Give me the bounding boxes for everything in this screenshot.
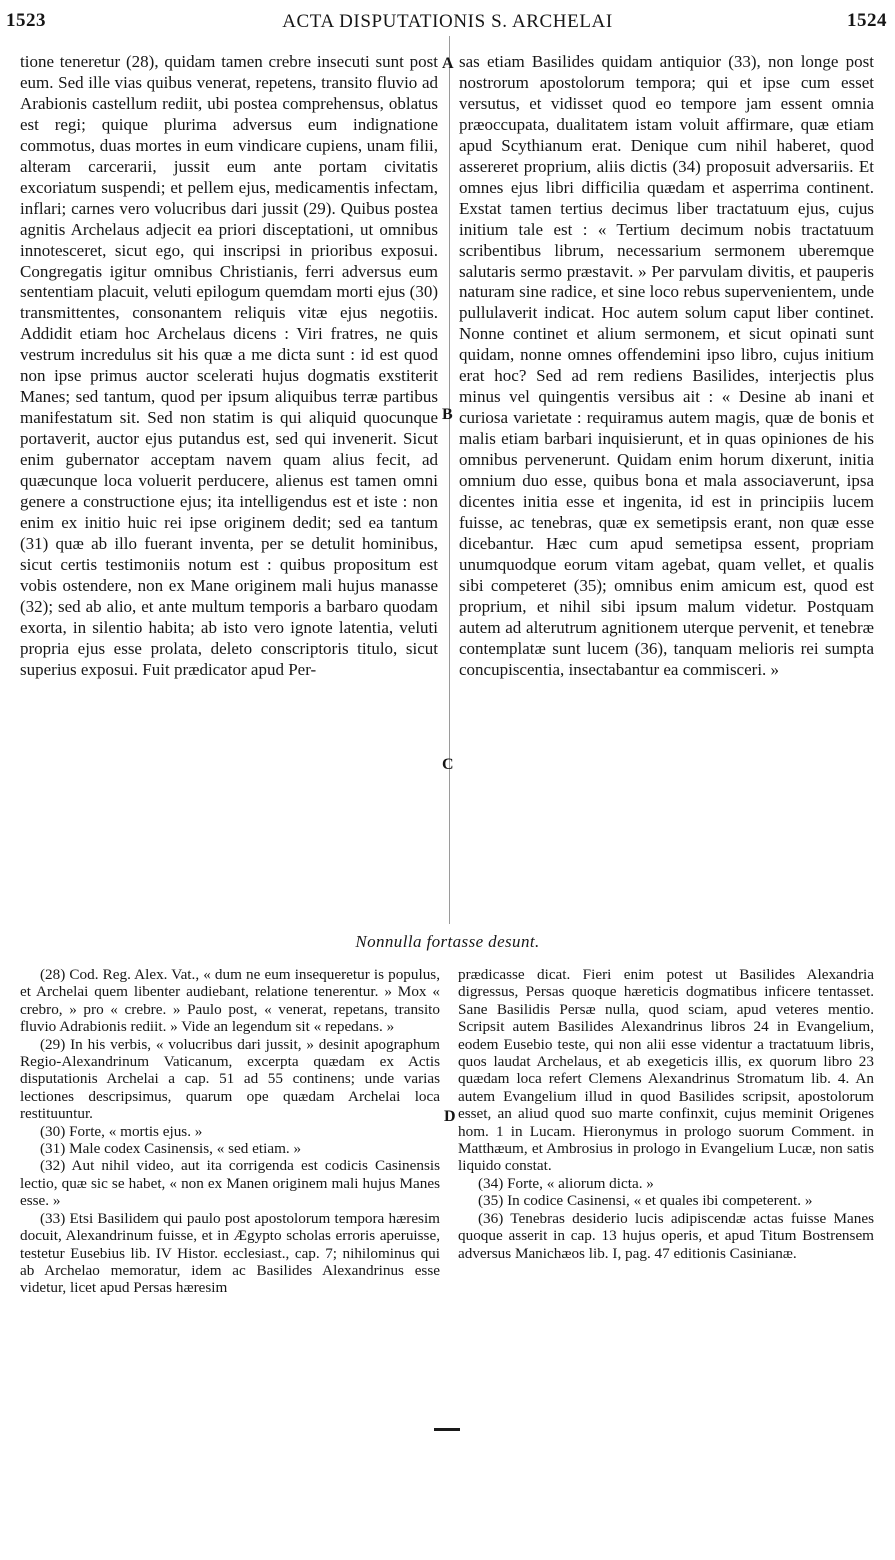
main-left-paragraph: tione teneretur (28), quidam tamen crebre insecuti sunt post eum. Sed ille vias quibus venerat, repetens, transito fluvio ad Arabionis castellum rediit, ubi postea comprehensus, oblatus est regi; quique plurima adversus eum indignatione commotus, duas mortes in eum vindicare cupiens, unam filii, alteram carcerarii, jussit eum ante portam civitatis excoriatum suspendi; et pellem ejus, medicamentis infectam, inflari; carnes vero volucribus dari jussit (29). Quibus postea agnitis Archelaus adjecit ea priori disceptationi, ut omnibus innotesceret, sicut ego, qui inscripsi in prioribus exposui. Congregatis igitur omnibus Christianis, ferri adversus eum sententiam placuit, veluti epilogum quemdam morti ejus (30) transmittentes, consonantem reliquis vitæ ejus negotiis. Addidit etiam hoc Archelaus dicens : Viri fratres, ne quis vestrum incredulus sit his quæ a me dicta sunt : id est quod non ipse primus auctor scelerati hujus dogmatis exstiterit Manes; sed tantum, quod per ipsum aliquibus terræ partibus manifestatum sit. Sed non statim is qui aliquid quocunque portaverit, auctor ejus putandus est, sed qui invenerit. Sicut enim gubernator acceptam navem quam alius fecit, ad quæcunque loca voluerit perducere, alienus est tamen omni genere a constructione ejus; ita intelligendus est et iste : non enim ex initio huic rei ipse originem dedit; sed ea tantum (31) quæ ab illo fuerant inventa, per se detulit hominibus, sicut certis testimoniis notum est : quibus propositum est vobis ostendere, non ex Mane originem mali hujus manasse (32); sed ab alio, et ante multum temporis a barbaro quodam exorta, in silentio habita; ab isto vero ignote latentia, veluti propria ejus esse prolata, deleto conscriptoris titulo, sicut superius exposui. Fuit prædicator apud Per- [20, 52, 438, 679]
footnote-32: (32) Aut nihil video, aut ita corrigenda est codicis Casinensis lectio, quæ sic se habet, « non ex Manen originem mali hujus Manes esse. » [20, 1157, 440, 1210]
footnote-35: (35) In codice Casinensi, « et quales ibi competerent. » [478, 1192, 813, 1210]
main-right-paragraph: sas etiam Basilides quidam antiquior (33), non longe post nostrorum apostolorum tempora; qui et ipse cum esset versutus, et vidisset quod eo tempore jam essent omnia præoccupata, dualitatem istam voluit affirmare, quæ etiam apud Scythianum erat. Denique cum nihil haberet, quod assereret proprium, aliis dictis (34) proposuit adversariis. Et omnes ejus libri difficilia quædam et asperrima continent. Exstat tamen tertius decimus liber tractatuum ejus, cujus initium tale est : « Tertium decimum nobis tractatuum scribentibus librum, necessarium sermonem uberemque salutaris sermo præstavit. » Per parvulam divitis, et pauperis naturam sine radice, et sine loco rebus supervenientem, unde pullulaverit indicat. Hoc autem solum caput liber continet. Nonne continet et alium sermonem, et sicut opinati sunt quidam, nonne omnes offendemini ipso libro, cujus initium erat hoc? Sed ad rem rediens Basilides, interjectis plus minus vel quingentis versibus ait : « Desine ab inani et curiosa varietate : requiramus autem magis, quæ de bonis et malis etiam barbari inquisierunt, et in quas opiniones de his omnibus pervenerunt. Quidam enim horum dixerunt, initia omnium duo esse, quibus bona et mala associaverunt, ipsa dicentes initia esse et ingenita, id est in principiis lucem fuisse, ac tenebras, quæ ex semetipsis erant, non quæ esse dicebantur. Hæc cum apud semetipsa essent, propriam unumquodque eorum vitam agebat, quam vellet, et qualis sibi competeret (35); omnibus enim amicum est, quod est proprium, et nihil sibi ipsum malum videtur. Postquam autem ad alterutrum agnitionem uterque pervenit, et tenebræ contemplatæ sunt lucem (36), tanquam melioris rei sumpta concupiscentia, insectabantur ea commisceri. » [459, 52, 874, 679]
footnote-33-continued: prædicasse dicat. Fieri enim potest ut Basilides Alexandria digressus, Persas quoque hæreticis dogmatibus inficere tentasset. Sane Basilidis Persæ nulla, quod sciam, apud veteres mentio. Scripsit autem Basilides Alexandrinus libros 24 in Evangelium, eodem Eusebio teste, qui non alii esse videntur a tractatuum libris, quos laudat Archelaus, et ab exegeticis illis, ex quorum libro 23 quædam loca refert Clemens Alexandrinus Stromatum lib. 4. An autem Evangelium illud in quod Basilides scripsit, apostolorum esset, an aliud quod suo marte confinxit, cujus meminit Origenes hom. 1 in Lucam. Hieronymus in prologo suorum Comment. in Matthæum, et Ambrosius in prologo in Evangelium Lucæ, non satis liquido constat. [458, 966, 874, 1175]
margin-marker-d: D [444, 1108, 456, 1125]
footnote-28: (28) Cod. Reg. Alex. Vat., « dum ne eum insequeretur is populus, et Archelai quem libenter audiebant, relatione tenerentur. » Mox « crebro, » pro « crebre. » Paulo post, « venerat, repetans, transito fluvio Adrabionis rediit. » Vide an legendum sit « repedans. » [20, 966, 440, 1036]
lacuna-note: Nonnulla fortasse desunt. [355, 932, 540, 951]
margin-marker-c: C [442, 756, 454, 773]
page-header [0, 0, 895, 34]
footnotes-left [20, 966, 440, 1297]
margin-marker-a: A [442, 55, 454, 72]
running-title: ACTA DISPUTATIONIS S. ARCHELAI [282, 11, 613, 32]
page-number-right: 1524 [847, 10, 887, 31]
margin-marker-b: B [442, 406, 453, 423]
footnote-34: (34) Forte, « aliorum dicta. » [478, 1174, 654, 1192]
footnote-33: (33) Etsi Basilidem qui paulo post apostolorum tempora hæresim docuit, Alexandrinum fuisse, et in Ægypto scholas erroris aperuisse, testetur Eusebius lib. IV Histor. ecclesiast., cap. 7; nihilominus qui ab Archelao memoratur, idem ac Basilides Alexandrinus esse videtur, licet apud Persas hæresim [20, 1209, 440, 1297]
footnote-30: (30) Forte, « mortis ejus. » [40, 1122, 203, 1140]
main-column-left [20, 52, 438, 681]
column-divider [449, 36, 450, 924]
main-column-right [459, 52, 874, 681]
footnotes-right [458, 966, 874, 1262]
end-rule [434, 1428, 460, 1431]
footnote-36: (36) Tenebras desiderio lucis adipiscendæ actas fuisse Manes quoque asserit in cap. 13 hujus operis, et apud Titum Bostrensem adversus Manichæos lib. I, pag. 47 editionis Casinianæ. [458, 1209, 874, 1262]
page-number-left: 1523 [6, 10, 46, 31]
footnote-31: (31) Male codex Casinensis, « sed etiam. » [40, 1140, 302, 1158]
footnote-29: (29) In his verbis, « volucribus dari jussit, » desinit apographum Regio-Alexandrinum Vaticanum, excerpta quædam ex Actis disputationis Archelai a cap. 51 ad 55 continens; unde varias lectiones descripsimus, quarum ope quædam Archelai loca restituuntur. [20, 1035, 440, 1123]
